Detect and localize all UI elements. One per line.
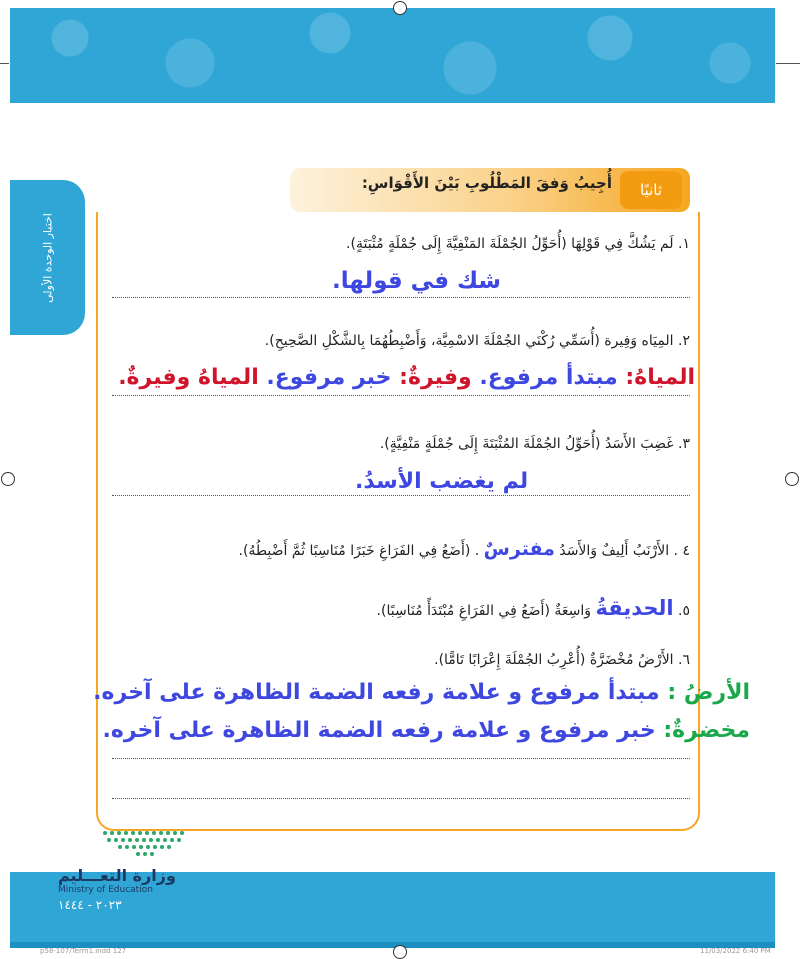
answer-2-word-2: وفيرةٌ: [399,365,472,390]
answer-2-sentence: المياهُ وفيرةٌ. [118,365,259,390]
answer-6-line-1 [70,680,750,705]
answer-5: الحديقةُ [595,596,674,620]
answer-6-word-1: الأرضُ : [667,680,750,705]
answer-1: شك في قولها. [332,268,502,294]
question-4-start: ٤ . الأَرْنَبُ أَلِيفٌ وَالأَسَدُ [559,543,690,559]
ministry-logo-icon [100,828,195,858]
print-file-info: p58-107/Term1.indd 127 [40,947,127,955]
answer-3: لم يغضب الأسدُ. [355,469,529,494]
ministry-name-english: Ministry of Education [58,885,153,895]
answer-line [112,495,690,496]
side-tab-label: اختبار الوحدة الأولى [41,212,54,303]
answer-line [112,798,690,799]
question-4-end: . (أَضَعُ فِي الفَرَاغِ خَبَرًا مُنَاسِبًا ثُمَّ أَضْبِطُهُ). [238,543,480,559]
answer-2-desc-1: مبتدأ مرفوع. [479,365,618,390]
question-4 [239,538,690,560]
question-1: ١. لَم يَشُكَّ فِي قَوْلِهَا (أُحَوِّلُ الجُمْلَةَ المَنْفِيَّةَ إِلَى جُمْلَةٍ مُثْبَتَةٍ). [346,236,690,252]
crop-mark [776,63,800,64]
page-year: ٢٠٢٣ - ١٤٤٤ [58,898,122,912]
answer-4: مفترسٌ [483,538,555,560]
side-tab [10,180,85,335]
answer-6-line-2 [40,718,750,743]
answer-6-desc-1: مبتدأ مرفوع و علامة رفعه الضمة الظاهرة على آخره. [93,680,660,705]
answer-line [112,758,690,759]
section-badge: ثانيًا [620,171,682,209]
answer-2 [95,365,695,390]
question-2: ٢. المِيَاه وَفِيرة (أُسَمِّي رُكْنَي الجُمْلَةَ الاسْمِيَّة، وَأَضْبِطُهُمَا بِالشَّكْلِ الصَّحِيحِ). [264,333,690,349]
answer-line [112,297,690,298]
registration-mark-icon [785,472,799,486]
answer-6-desc-2: خبر مرفوع و علامة رفعه الضمة الظاهرة على آخره. [102,718,656,743]
registration-mark-icon [1,472,15,486]
crop-mark [0,63,9,64]
answer-2-word-1: المياهُ: [625,365,695,390]
question-3: ٣. غَضِبَ الأَسَدُ (أُحَوِّلُ الجُمْلَةَ المُثْبَتَةَ إِلَى جُمْلَةٍ مَنْفِيَّةٍ). [379,436,690,452]
answer-6-word-2: مخضرةٌ: [663,718,750,743]
registration-mark-icon [393,1,407,15]
section-instruction: أُجِيبُ وَفقَ المَطْلُوبِ بَيْنَ الأَقْوَاسِ: [361,174,612,192]
question-5-start: ٥. [678,603,690,619]
answer-line [112,395,690,396]
ministry-name-arabic: وزارة التعـــليم [58,866,176,885]
registration-mark-icon [393,945,407,959]
question-5-end: وَاسِعَةٌ (أَضَعُ فِي الفَرَاغِ مُبْتَدَأً مُنَاسِبًا). [376,603,592,619]
question-5 [377,596,690,620]
answer-2-desc-2: خبر مرفوع. [266,365,392,390]
question-6: ٦. الأَرْضُ مُخْضَرَّةٌ (أُعْرِبُ الجُمْلَةَ إِعْرَابًا تَامًّا). [434,652,690,668]
print-date-info: 11/03/2022 6:40 PM [700,947,771,955]
top-banner [10,8,775,103]
